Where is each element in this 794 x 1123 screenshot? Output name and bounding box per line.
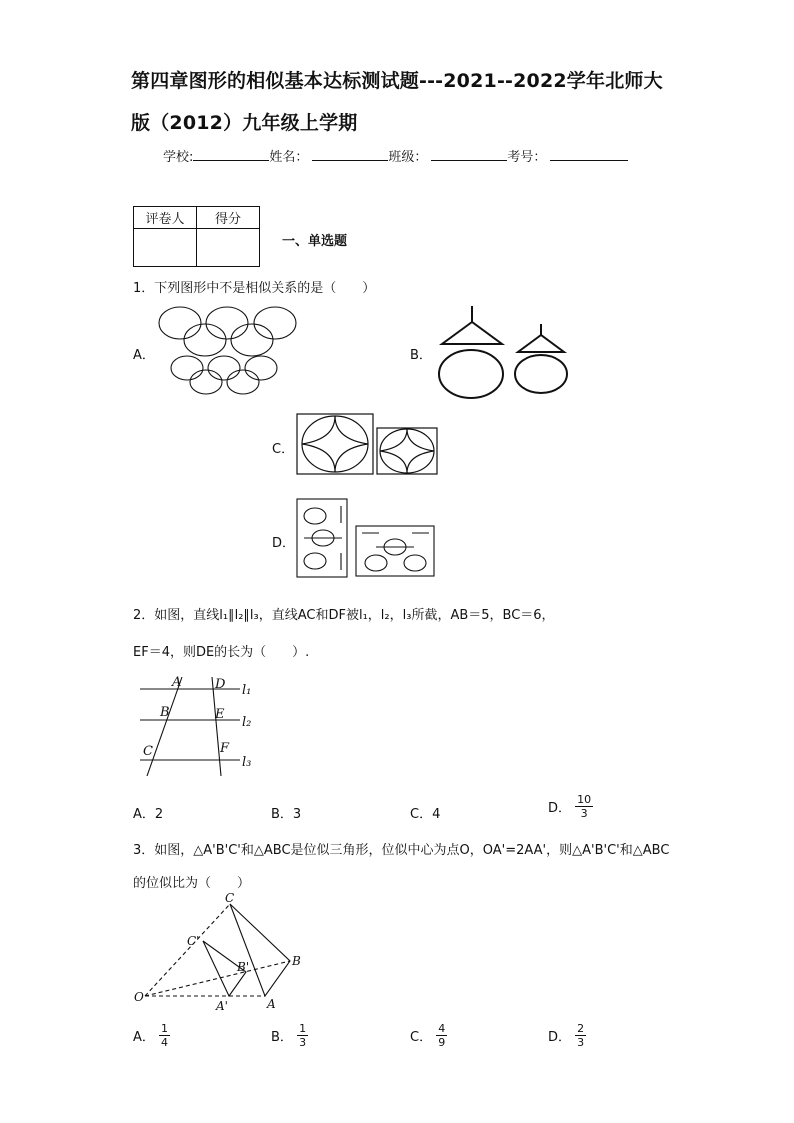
q1-option-c-label[interactable]: C． <box>272 442 295 457</box>
fraction-numerator: 1 <box>299 1022 307 1035</box>
label-b: B <box>160 705 170 720</box>
q2-option-b[interactable] <box>271 803 301 822</box>
line-ac <box>147 677 182 776</box>
q2-option-d[interactable] <box>548 793 593 820</box>
q3-homothety-figure <box>133 893 313 1015</box>
q2-stem-line1: 2．如图，直线l₁∥l₂∥l₃，直线AC和DF被l₁，l₂，l₃所截，AB＝5，BC＝6， <box>133 608 555 623</box>
q3-stem-line2: 的位似比为（ ） <box>133 876 251 891</box>
document-title-line2: 版（2012）九年级上学期 <box>131 112 358 134</box>
q3-option-b-fraction <box>297 1022 308 1049</box>
label-a-prime: A' <box>216 999 228 1013</box>
q2-parallel-lines-figure <box>135 672 265 782</box>
label-c: C <box>143 744 153 759</box>
score-table-score-cell[interactable] <box>197 229 260 267</box>
q2-option-b-value: 3 <box>292 807 302 822</box>
q3-stem-line1: 3．如图，△A'B'C'和△ABC是位似三角形，位似中心为点O，OA'=2AA'，则△A'B'C'和△ABC <box>133 843 670 858</box>
label-l1: l₁ <box>242 683 252 698</box>
q1-option-c-figure <box>294 410 444 480</box>
name-field[interactable] <box>312 148 388 161</box>
label-a: A <box>172 675 182 690</box>
fraction-denominator: 3 <box>299 1036 307 1049</box>
label-b: B <box>292 954 301 968</box>
q1-option-d-label[interactable]: D． <box>272 536 296 551</box>
q2-option-b-letter: B． <box>271 807 293 822</box>
q1-option-a-figure <box>155 303 303 399</box>
q3-option-c-letter: C． <box>410 1030 433 1045</box>
label-o: O <box>134 990 144 1004</box>
label-a: A <box>267 997 276 1011</box>
q3-option-d-fraction <box>575 1022 586 1049</box>
q3-option-c[interactable] <box>410 1022 447 1049</box>
q3-option-d[interactable] <box>548 1022 586 1049</box>
q1-option-b-figure <box>432 302 582 402</box>
score-table-header-grader: 评卷人 <box>134 207 197 229</box>
q3-option-b-letter: B． <box>271 1030 293 1045</box>
fraction-numerator: 1 <box>161 1022 169 1035</box>
label-l2: l₂ <box>242 715 252 730</box>
q2-option-d-letter: D． <box>548 801 572 816</box>
q3-option-a-letter: A． <box>133 1030 155 1045</box>
q3-option-d-letter: D． <box>548 1030 572 1045</box>
q1-stem: 1．下列图形中不是相似关系的是（ ） <box>133 281 376 296</box>
fraction-numerator: 2 <box>577 1022 585 1035</box>
fraction-denominator: 3 <box>577 1036 585 1049</box>
score-table-header-score: 得分 <box>197 207 260 229</box>
q3-option-c-fraction <box>436 1022 447 1049</box>
label-c-prime: C' <box>187 934 200 948</box>
fraction-numerator: 4 <box>438 1022 446 1035</box>
q1-option-a-label[interactable]: A． <box>133 348 155 363</box>
score-table-grader-cell[interactable] <box>134 229 197 267</box>
section-title: 一、单选题 <box>282 234 348 249</box>
label-l3: l₃ <box>242 755 252 770</box>
q3-option-a[interactable] <box>133 1022 170 1049</box>
q2-option-a-value: 2 <box>154 807 164 822</box>
q2-option-c-value: 4 <box>432 807 441 822</box>
label-d: D <box>215 677 226 692</box>
q2-option-c-letter: C． <box>410 807 433 822</box>
q3-option-b[interactable] <box>271 1022 308 1049</box>
score-table <box>133 206 260 267</box>
fraction-denominator: 3 <box>580 807 588 820</box>
q2-stem-line2: EF＝4，则DE的长为（ ）. <box>133 645 310 660</box>
q1-option-b-label[interactable]: B． <box>410 348 432 363</box>
fraction-numerator: 10 <box>577 793 592 806</box>
fraction-denominator: 4 <box>161 1036 169 1049</box>
fraction-denominator: 9 <box>438 1036 446 1049</box>
class-label: 班级： <box>388 150 428 165</box>
q2-option-a-letter: A． <box>133 807 155 822</box>
label-b-prime: B' <box>237 960 250 974</box>
exam-no-label: 考号： <box>507 150 547 165</box>
label-e: E <box>215 707 225 722</box>
school-field[interactable] <box>193 148 269 161</box>
label-c: C <box>225 893 235 905</box>
name-label: 姓名： <box>269 150 309 165</box>
q2-option-a[interactable] <box>133 803 163 822</box>
student-info-line <box>163 146 628 165</box>
q2-option-c[interactable] <box>410 803 440 822</box>
q1-option-d-figure <box>294 496 444 582</box>
q3-option-a-fraction <box>159 1022 170 1049</box>
document-title-line1: 第四章图形的相似基本达标测试题---2021--2022学年北师大 <box>131 70 663 92</box>
school-label: 学校: <box>163 150 194 165</box>
exam-no-field[interactable] <box>550 148 628 161</box>
q2-option-d-fraction <box>575 793 593 820</box>
class-field[interactable] <box>431 148 507 161</box>
label-f: F <box>220 741 230 756</box>
